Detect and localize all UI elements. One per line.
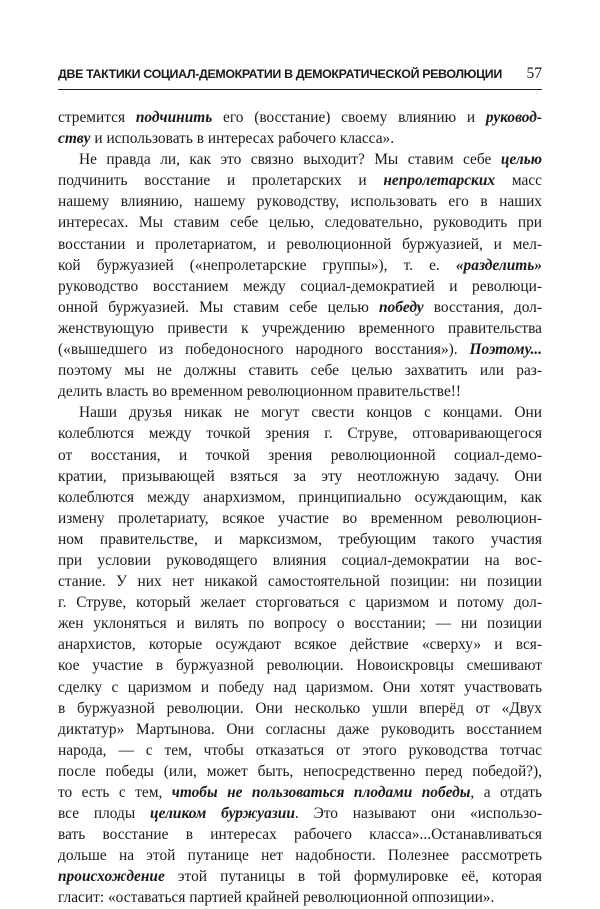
text-run: его (восстание) своему влиянию и [212,109,486,126]
emphasis-text: Поэтому... [469,341,542,359]
header-rule [58,89,542,90]
text-line [58,234,542,255]
text-run: масс [495,172,542,190]
text-run: («вышедшего из победоносного народного восстания»). [58,341,470,359]
text-line [58,782,542,803]
text-line [58,613,542,634]
text-run: кое участие в буржуазной революции. Новоискровцы смешивают [58,657,542,675]
text-line [58,803,542,824]
text-run: и использовать в интересах рабочего класса». [90,130,395,148]
text-line [58,698,542,719]
text-line [58,508,542,529]
emphasis-text: целью [500,151,542,169]
text-run: гласит: «оставаться партией крайней революционной оппозиции». [58,889,495,907]
text-run: от восстания, и точкой зрения революционной социал-демо- [58,446,542,464]
text-line [58,466,542,487]
paragraph [58,149,542,402]
text-line [58,887,542,908]
text-run: измену пролетариату, всякое участие во временном революцион- [58,509,542,527]
text-line [58,824,542,845]
text-run: нашему влиянию, нашему руководству, использовать его в наших [58,193,542,211]
text-run: стремится [58,109,136,126]
text-run: интересах. Мы ставим себе целью, следовательно, руководить при [58,214,542,232]
emphasis-text: руковод- [485,109,543,126]
text-line [58,128,542,149]
text-run: поэтому мы не должны ставить себе целью захватить или раз- [58,362,542,380]
text-line [58,276,542,297]
text-run: восстании и пролетариатом, и революционной буржуазией, и мел- [58,235,542,253]
text-run: кратии, призывающей взяться за эту неотложную задачу. Они [58,467,542,485]
text-line [58,360,542,381]
text-line [58,550,542,571]
text-line [58,571,542,592]
text-line [58,381,542,402]
page-header [58,66,542,86]
text-run: диктатур» Мартынова. Они согласны даже руководить восстанием [58,720,542,738]
text-run: сделку с царизмом и победу над царизмом. Они хотят участвовать [58,678,542,696]
text-line [58,107,542,128]
text-run: народа, — с тем, чтобы отказаться от этого руководства тотчас [58,741,542,759]
text-line [58,655,542,676]
text-run: онной буржуазией. Мы ставим себе целью [58,298,379,316]
text-line [58,191,542,212]
text-line [58,297,542,318]
text-line [58,170,542,191]
text-run: , а отдать [470,784,542,801]
emphasis-text: «разделить» [455,256,542,274]
text-run: Наши друзья никак не могут свести концов с концами. Они [79,404,542,422]
text-line [58,677,542,698]
page-number: 57 [526,65,542,82]
emphasis-text: ству [58,130,91,148]
emphasis-text: подчинить [135,109,213,126]
text-line [58,445,542,466]
text-line [58,740,542,761]
emphasis-text: победу [378,298,424,316]
text-line [58,149,542,170]
text-line [58,592,542,613]
paragraph [58,402,542,908]
emphasis-text: происхождение [58,868,165,886]
text-line [58,212,542,233]
body-text [58,107,542,909]
text-run: кой буржуазией («непролетарские группы»), т. е. [58,256,456,274]
text-line [58,866,542,887]
text-run: вать восстание в интересах рабочего класса»...Останавливаться [58,826,542,844]
text-run: г. Струве, который желает сторговаться с царизмом и потому дол- [58,594,542,612]
text-line [58,339,542,360]
text-run: то есть с тем, [58,784,172,801]
text-run: руководство восстанием между социал-демократией и революци- [58,277,542,295]
text-run: дольше на этой путанице нет надобности. Полезнее рассмотреть [58,847,542,865]
text-run: жен уклоняться и вилять по вопросу о восстании; — ни позиции [58,615,542,633]
emphasis-text: непролетарских [383,172,496,190]
text-run: подчинить восстание и пролетарских и [58,172,384,190]
text-line [58,423,542,444]
text-run: при условии руководящего влияния социал-демократии на вос- [58,551,542,569]
text-line [58,318,542,339]
text-line [58,719,542,740]
text-line [58,529,542,550]
emphasis-text: чтобы не пользоваться плодами победы [171,784,471,801]
running-title: ДВЕ ТАКТИКИ СОЦИАЛ-ДЕМОКРАТИИ В ДЕМОКРАТИЧЕСКОЙ РЕВОЛЮЦИИ [58,67,502,81]
text-run: восстания, дол- [423,298,542,316]
text-line [58,487,542,508]
text-line [58,761,542,782]
text-run: делить власть во временном революционном правительстве!! [58,383,462,401]
text-line [58,402,542,423]
emphasis-text: целиком буржуазии [150,805,295,823]
text-run: Не правда ли, как это связно выходит? Мы ставим себе [79,151,501,169]
text-run: колеблются между анархизмом, принципиально осуждающим, как [58,488,542,506]
text-run: все плоды [58,805,151,823]
text-line [58,845,542,866]
text-run: после победы (или, может быть, непосредственно перед победой?), [58,762,542,780]
text-run: колеблются между точкой зрения г. Струве, отговаривающегося [58,425,542,443]
text-run: стание. У них нет никакой самостоятельной позиции: ни позиции [58,573,542,591]
text-line [58,634,542,655]
text-run: женствующую привести к учреждению временного правительства [58,319,542,337]
text-run: ном правительстве, и марксизмом, требующим такого участия [58,530,542,548]
text-line [58,255,542,276]
text-run: анархистов, которые осуждают всякое действие «сверху» и вся- [58,636,542,654]
text-run: в буржуазной революции. Они несколько ушли вперёд от «Двух [58,699,542,717]
text-run: . Это называют они «использо- [294,805,542,823]
text-run: этой путаницы в той формулировке её, которая [164,868,542,886]
paragraph [58,107,542,149]
